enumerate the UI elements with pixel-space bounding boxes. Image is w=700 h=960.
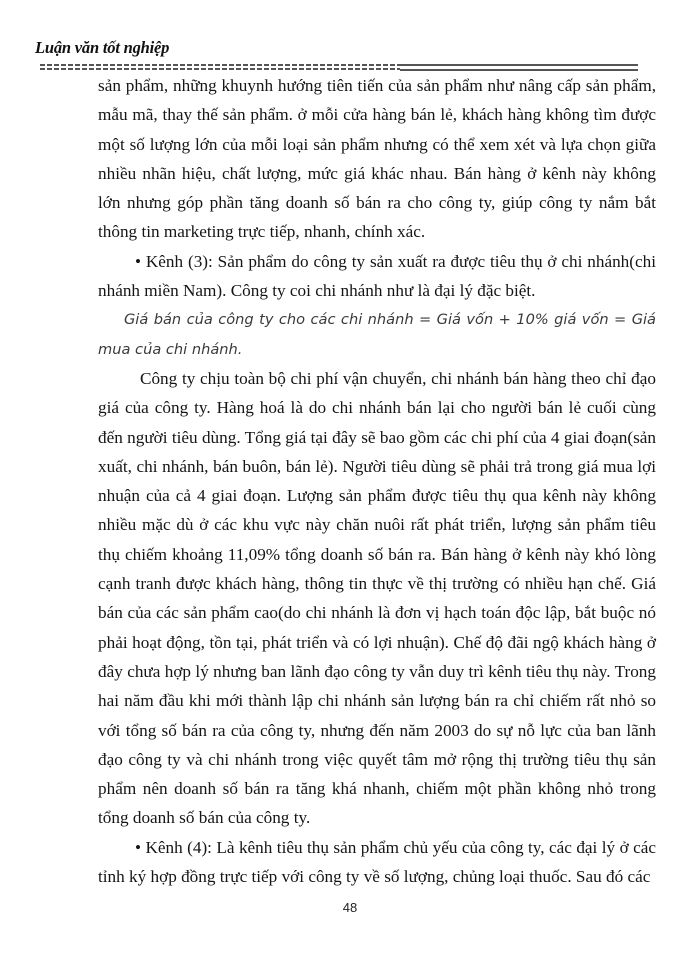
header-divider: [40, 64, 638, 71]
paragraph-channel-3-details: Công ty chịu toàn bộ chi phí vận chuyển, chi nhánh bán hàng theo chỉ đạo giá của công ty. Hàng hoá là do chi nhánh bán lại cho người bán lẻ cuối cùng đến người tiêu dùng. Tổng giá tại đây sẽ bao gồm các chi phí của 4 giai đoạn(sản xuất, chi nhánh, bán buôn, bán lẻ). Người tiêu dùng sẽ phải trả trong giá mua lợi nhuận của cả 4 giai đoạn. Lượng sản phẩm được tiêu thụ qua kênh này không nhiều mặc dù ở các khu vực này chăn nuôi rất phát triển, lượng sản phẩm tiêu thụ chiếm khoảng 11,09% tổng doanh số bán ra. Bán hàng ở kênh này khó lòng cạnh tranh được khách hàng, thông tin thực về thị trường có nhiều hạn chế. Giá bán của các sản phẩm cao(do chi nhánh là đơn vị hạch toán độc lập, bắt buộc nó phải hoạt động, tồn tại, phát triển và có lợi nhuận). Chế độ đãi ngộ khách hàng ở đây chưa hợp lý nhưng ban lãnh đạo công ty vẫn duy trì kênh tiêu thụ này. Trong hai năm đầu khi mới thành lập chi nhánh sản lượng bán ra chỉ chiếm rất nhỏ so với tổng số bán ra của công ty, nhưng đến năm 2003 do sự nỗ lực của ban lãnh đạo công ty và chi nhánh trong việc quyết tâm mở rộng thị trường tiêu thụ sản phẩm nên doanh số bán ra tăng khá nhanh, chiếm một phần không nhỏ trong tổng doanh số bán của công ty.: [98, 368, 656, 828]
page-number: 48: [342, 900, 358, 915]
header-divider-double-line: [400, 64, 638, 71]
page-header-title: Luận văn tốt nghiệp: [35, 38, 170, 57]
header-divider-dashed: [40, 64, 400, 71]
bullet-channel-3: • Kênh (3): Sản phẩm do công ty sản xuất ra được tiêu thụ ở chi nhánh(chi nhánh miền Nam). Công ty coi chi nhánh như là đại lý đặc biệt.: [98, 251, 656, 301]
document-body: [98, 71, 656, 891]
paragraph-continuation: sản phẩm, những khuynh hướng tiên tiến của sản phẩm như nâng cấp sản phẩm, mẫu mã, thay thế sản phẩm. ở mỗi cửa hàng bán lẻ, khách hàng không tìm được một số lượng lớn của mỗi loại sản phẩm nhưng có thể xem xét và lựa chọn giữa nhiều nhãn hiệu, chất lượng, mức giá khác nhau. Bán hàng ở kênh này không lớn nhưng góp phần tăng doanh số bán ra cho công ty, giúp công ty nắm bắt thông tin marketing trực tiếp, nhanh, chính xác.: [98, 76, 656, 242]
price-formula: Giá bán của công ty cho các chi nhánh = Giá vốn + 10% giá vốn = Giá mua của chi nhánh.: [98, 311, 656, 358]
bullet-channel-4: • Kênh (4): Là kênh tiêu thụ sản phẩm chủ yếu của công ty, các đại lý ở các tỉnh ký hợp đồng trực tiếp với công ty về số lượng, chủng loại thuốc. Sau đó các: [98, 837, 656, 887]
